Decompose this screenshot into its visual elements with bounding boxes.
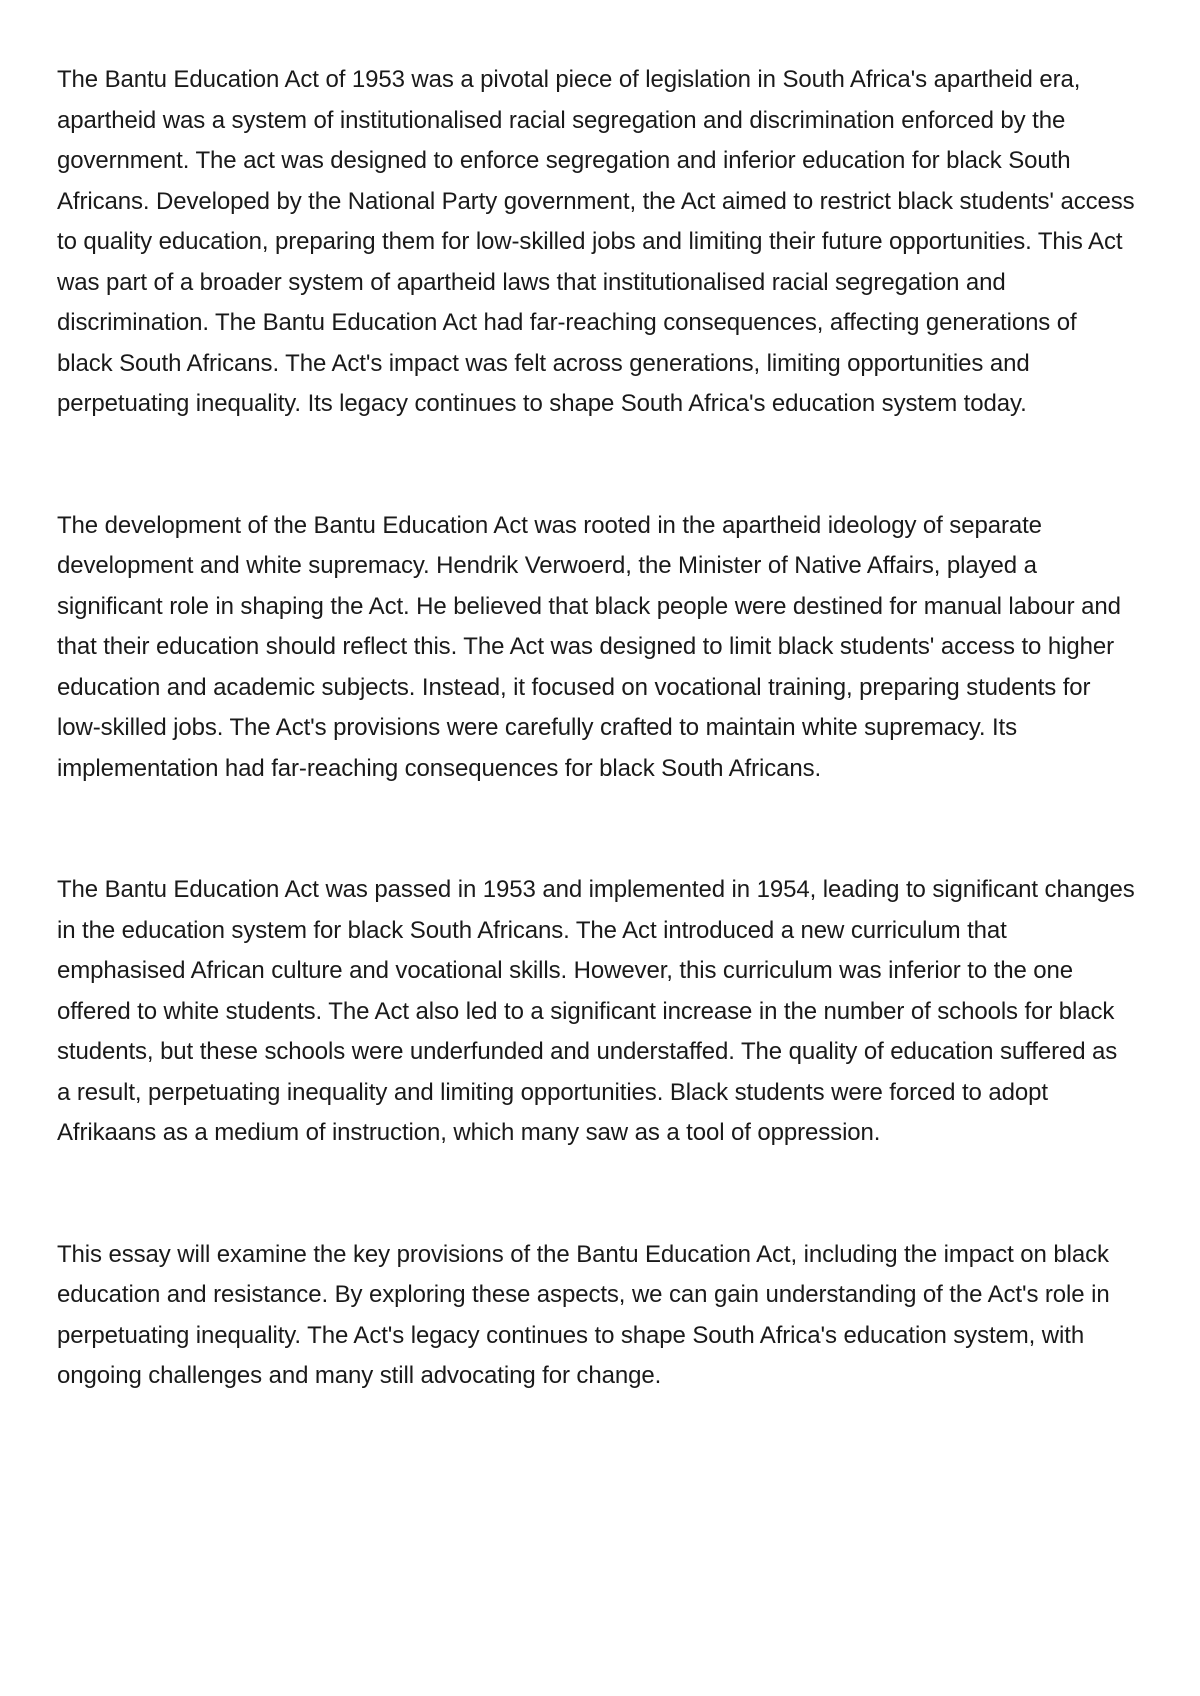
paragraph-introduction: The Bantu Education Act of 1953 was a pivotal piece of legislation in South Africa's apartheid era, apartheid was a system of institutionalised racial segregation and discrimination enforced by the government. The act was designed to enforce segregation and inferior education for black South Africans. Developed by the National Party government, the Act aimed to restrict black students' access to quality education, preparing them for low-skilled jobs and limiting their future opportunities. This Act was part of a broader system of apartheid laws that institutionalised racial segregation and discrimination. The Bantu Education Act had far-reaching consequences, affecting generations of black South Africans. The Act's impact was felt across generations, limiting opportunities and perpetuating inequality. Its legacy continues to shape South Africa's education system today.: [57, 66, 1135, 417]
paragraph-essay-outline: This essay will examine the key provisions of the Bantu Education Act, including the impact on black education and resistance. By exploring these aspects, we can gain understanding of the Act's role in perpetuating inequality. The Act's legacy continues to shape South Africa's education system, with ongoing challenges and many still advocating for change.: [57, 1240, 1110, 1389]
paragraph-implementation: The Bantu Education Act was passed in 1953 and implemented in 1954, leading to significant changes in the education system for black South Africans. The Act introduced a new curriculum that emphasised African culture and vocational skills. However, this curriculum was inferior to the one offered to white students. The Act also led to a significant increase in the number of schools for black students, but these schools were underfunded and understaffed. The quality of education suffered as a result, perpetuating inequality and limiting opportunities. Black students were forced to adopt Afrikaans as a medium of instruction, which many saw as a tool of oppression.: [57, 876, 1135, 1146]
paragraph-development: The development of the Bantu Education Act was rooted in the apartheid ideology of separate development and white supremacy. Hendrik Verwoerd, the Minister of Native Affairs, played a significant role in shaping the Act. He believed that black people were destined for manual labour and that their education should reflect this. The Act was designed to limit black students' access to higher education and academic subjects. Instead, it focused on vocational training, preparing students for low-skilled jobs. The Act's provisions were carefully crafted to maintain white supremacy. Its implementation had far-reaching consequences for black South Africans.: [57, 511, 1121, 782]
